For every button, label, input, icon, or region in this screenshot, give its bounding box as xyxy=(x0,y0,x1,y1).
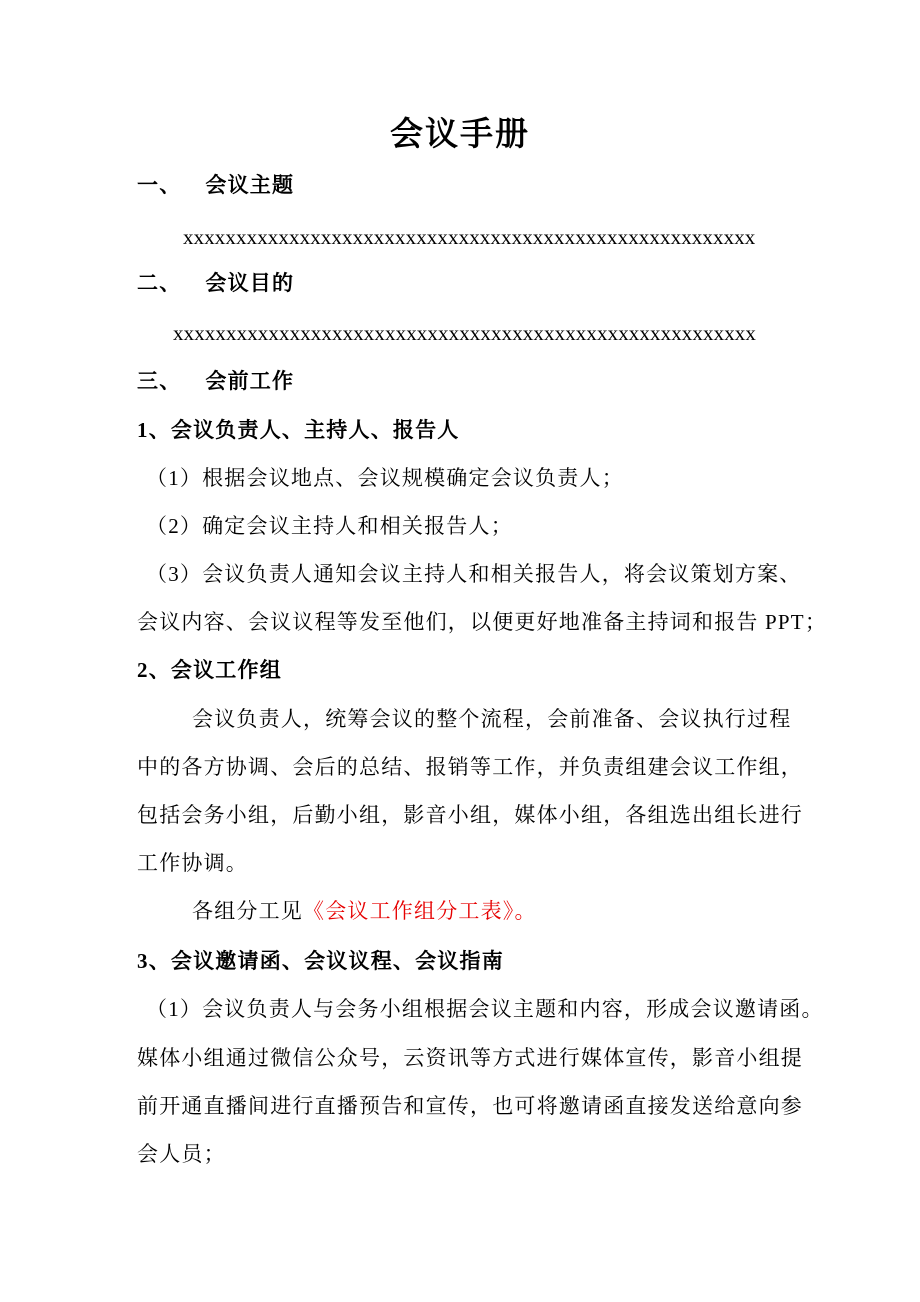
subsection-1-item-3-line-1: （3）会议负责人通知会议主持人和相关报告人，将会议策划方案、 xyxy=(146,562,802,586)
subsection-3-item-1-line-1: （1）会议负责人与会务小组根据会议主题和内容，形成会议邀请函。 xyxy=(146,997,824,1021)
subsection-1-item-2: （2）确定会议主持人和相关报告人； xyxy=(146,514,513,538)
subsection-3-item-1-line-4: 会人员； xyxy=(137,1142,226,1166)
subsection-2-para-line-1: 会议负责人，统筹会议的整个流程，会前准备、会议执行过程 xyxy=(192,707,792,731)
subsection-2-heading: 2、会议工作组 xyxy=(137,658,282,682)
section-1-heading xyxy=(137,170,294,200)
subsection-3-item-1-line-3: 前开通直播间进行直播预告和宣传，也可将邀请函直接发送给意向参 xyxy=(137,1094,803,1118)
subsection-3-item-1-line-2: 媒体小组通过微信公众号，云资讯等方式进行媒体宣传，影音小组提 xyxy=(137,1046,803,1070)
subsection-1-item-1: （1）根据会议地点、会议规模确定会议负责人； xyxy=(146,466,624,490)
subsection-3-heading: 3、会议邀请函、会议议程、会议指南 xyxy=(137,949,504,973)
subsection-2-para-line-4: 工作协调。 xyxy=(137,851,248,875)
section-3-title: 会前工作 xyxy=(205,369,295,393)
subsection-1-item-3-line-2: 会议内容、会议议程等发至他们，以便更好地准备主持词和报告 PPT； xyxy=(137,610,828,634)
section-2-heading xyxy=(137,268,294,298)
section-3-heading xyxy=(137,366,294,396)
workgroup-table-link[interactable]: 《会议工作组分工表》。 xyxy=(303,899,537,923)
document-title: 会议手册 xyxy=(390,117,530,153)
section-2-placeholder-text: xxxxxxxxxxxxxxxxxxxxxxxxxxxxxxxxxxxxxxxxxxxxxxxxxxxxxxx xyxy=(173,321,756,345)
subsection-2-note xyxy=(192,896,537,926)
section-2-number: 二、 xyxy=(137,271,182,295)
section-1-placeholder-text: xxxxxxxxxxxxxxxxxxxxxxxxxxxxxxxxxxxxxxxxxxxxxxxxxxxxxx xyxy=(183,225,756,249)
subsection-2-para-line-3: 包括会务小组，后勤小组，影音小组，媒体小组，各组选出组长进行 xyxy=(137,803,803,827)
section-1-number: 一、 xyxy=(137,173,182,197)
section-2-title: 会议目的 xyxy=(205,271,295,295)
subsection-2-para-line-2: 中的各方协调、会后的总结、报销等工作，并负责组建会议工作组， xyxy=(137,755,803,779)
note-prefix: 各组分工见 xyxy=(192,899,303,923)
subsection-1-heading: 1、会议负责人、主持人、报告人 xyxy=(137,418,460,442)
section-1-title: 会议主题 xyxy=(205,173,295,197)
section-3-number: 三、 xyxy=(137,369,182,393)
